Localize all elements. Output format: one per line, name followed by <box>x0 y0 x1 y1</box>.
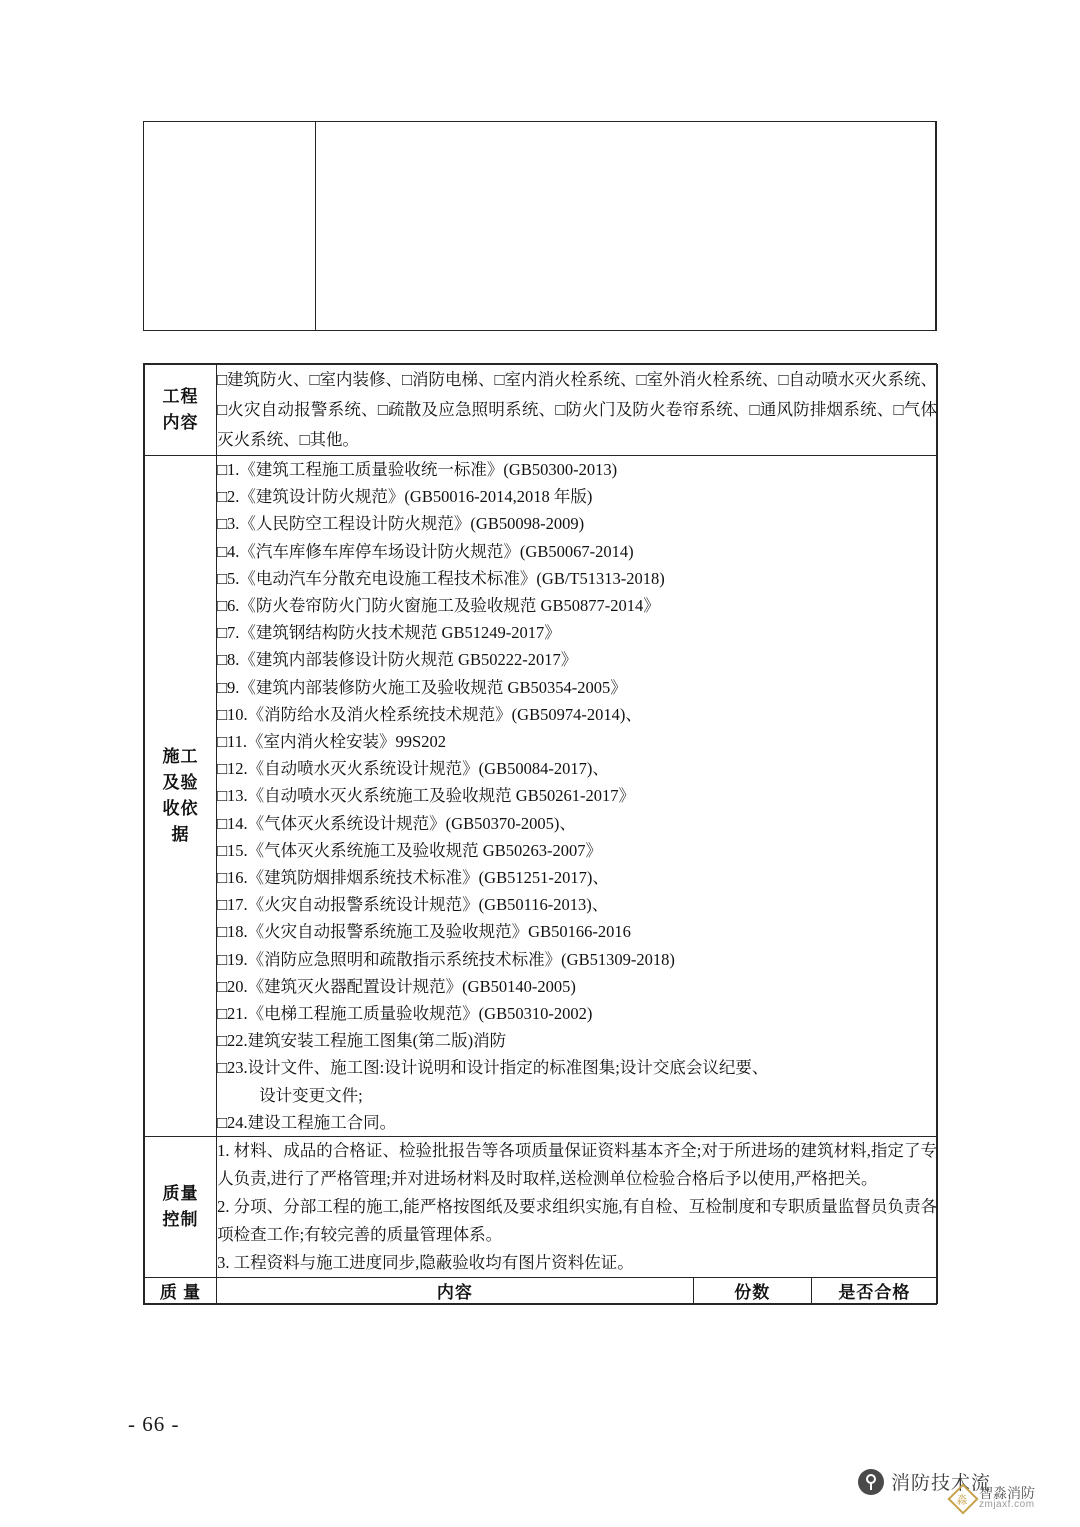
row-label-quality-control <box>145 1137 217 1278</box>
list-item: □6.《防火卷帘防火门防火窗施工及验收规范 GB50877-2014》 <box>217 596 660 616</box>
list-item: □19.《消防应急照明和疏散指示系统技术标准》(GB51309-2018) <box>217 949 675 969</box>
row-label-basis-line4: 据 <box>171 825 190 845</box>
table-row-header <box>145 1278 938 1304</box>
list-item-continuation: 设计变更文件; <box>259 1085 363 1105</box>
row-label-basis-line3: 收依 <box>162 799 199 819</box>
list-item: □9.《建筑内部装修防火施工及验收规范 GB50354-2005》 <box>217 677 627 697</box>
list-item: □16.《建筑防烟排烟系统技术标准》(GB51251-2017)、 <box>217 868 609 888</box>
list-item: □15.《气体灭火系统施工及验收规范 GB50263-2007》 <box>217 840 602 860</box>
row-label-basis <box>145 456 217 1137</box>
watermark-secondary-title: 智淼消防 <box>979 1485 1035 1501</box>
top-table-cell-middle <box>316 122 936 330</box>
list-item: □11.《室内消火栓安装》99S202 <box>217 732 446 752</box>
diamond-logo-icon: 淼 <box>947 1483 978 1514</box>
basis-list <box>217 456 937 1136</box>
cell-project-content <box>217 365 938 456</box>
watermark-secondary-text-group <box>979 1487 1035 1511</box>
list-item: □3.《人民防空工程设计防火规范》(GB50098-2009) <box>217 514 585 534</box>
list-item: □12.《自动喷水灭火系统设计规范》(GB50084-2017)、 <box>217 759 609 779</box>
list-item: □24.建设工程施工合同。 <box>217 1112 397 1132</box>
list-item: 3. 工程资料与施工进度同步,隐蔽验收均有图片资料佐证。 <box>217 1253 634 1273</box>
top-table-cell-left <box>144 122 316 330</box>
row-label-quality-control-line2: 控制 <box>162 1210 199 1230</box>
list-item: □5.《电动汽车分散充电设施工程技术标准》(GB/T51313-2018) <box>217 568 665 588</box>
row-label-quality-control-line1: 质量 <box>162 1184 199 1204</box>
list-item: □22.建筑安装工程施工图集(第二版)消防 <box>217 1031 507 1051</box>
list-item: 1. 材料、成品的合格证、检验批报告等各项质量保证资料基本齐全;对于所进场的建筑材料,指定了专人负责,进行了严格管理;并对进场材料及时取样,送检测单位检验合格后予以使用,严格把关。 <box>217 1141 937 1189</box>
list-item: □18.《火灾自动报警系统施工及验收规范》GB50166-2016 <box>217 922 631 942</box>
list-item: □1.《建筑工程施工质量验收统一标准》(GB50300-2013) <box>217 460 618 479</box>
list-item: □17.《火灾自动报警系统设计规范》(GB50116-2013)、 <box>217 895 609 915</box>
watermark-primary-text: 消防技术流 <box>891 1473 992 1494</box>
list-item: 2. 分项、分部工程的施工,能严格按图纸及要求组织实施,有自检、互检制度和专职质量监督员负责各项检查工作;有较完善的质量管理体系。 <box>217 1197 937 1245</box>
list-item: □23.设计文件、施工图:设计说明和设计指定的标准图集;设计交底会议纪要、 <box>217 1058 769 1078</box>
watermark-secondary-domain: zmjaxf.com <box>979 1499 1035 1510</box>
header-cell-quality: 质 量 <box>145 1278 217 1304</box>
list-item: □8.《建筑内部装修设计防火规范 GB50222-2017》 <box>217 650 578 670</box>
table-row-project-content <box>145 365 938 456</box>
project-content-text: □建筑防火、□室内装修、□消防电梯、□室内消火栓系统、□室外消火栓系统、□自动喷水灭火系统、□火灾自动报警系统、□疏散及应急照明系统、□防火门及防火卷帘系统、□通风防排烟系统、□气体灭火系统、□其他。 <box>217 370 937 449</box>
table-row-quality-control <box>145 1137 938 1278</box>
cell-quality-control <box>217 1137 938 1278</box>
row-label-basis-line1: 施工 <box>162 747 199 767</box>
top-empty-table <box>143 121 937 331</box>
header-cell-copies: 份数 <box>693 1278 811 1304</box>
list-item: □7.《建筑钢结构防火技术规范 GB51249-2017》 <box>217 623 561 643</box>
row-label-project-content-line2: 内容 <box>162 413 199 432</box>
row-label-project-content <box>145 365 217 456</box>
row-label-project-content-line1: 工程 <box>162 387 199 406</box>
list-item: □2.《建筑设计防火规范》(GB50016-2014,2018 年版) <box>217 487 593 507</box>
watermark-secondary <box>952 1487 1035 1511</box>
table-row-basis <box>145 456 938 1137</box>
person-circle-icon <box>858 1469 884 1495</box>
list-item: □21.《电梯工程施工质量验收规范》(GB50310-2002) <box>217 1004 593 1024</box>
row-label-basis-line2: 及验 <box>162 773 199 793</box>
header-cell-qualified: 是否合格 <box>811 1278 937 1304</box>
cell-basis <box>217 456 938 1137</box>
list-item: □20.《建筑灭火器配置设计规范》(GB50140-2005) <box>217 976 576 996</box>
quality-control-list <box>217 1137 937 1277</box>
list-item: □10.《消防给水及消火栓系统技术规范》(GB50974-2014)、 <box>217 704 642 724</box>
list-item: □4.《汽车库修车库停车场设计防火规范》(GB50067-2014) <box>217 541 634 561</box>
list-item: □13.《自动喷水灭火系统施工及验收规范 GB50261-2017》 <box>217 786 635 806</box>
header-cell-content: 内容 <box>217 1278 694 1304</box>
list-item: □14.《气体灭火系统设计规范》(GB50370-2005)、 <box>217 813 576 833</box>
main-form-table <box>143 363 937 1305</box>
page-number: - 66 - <box>128 1412 180 1436</box>
